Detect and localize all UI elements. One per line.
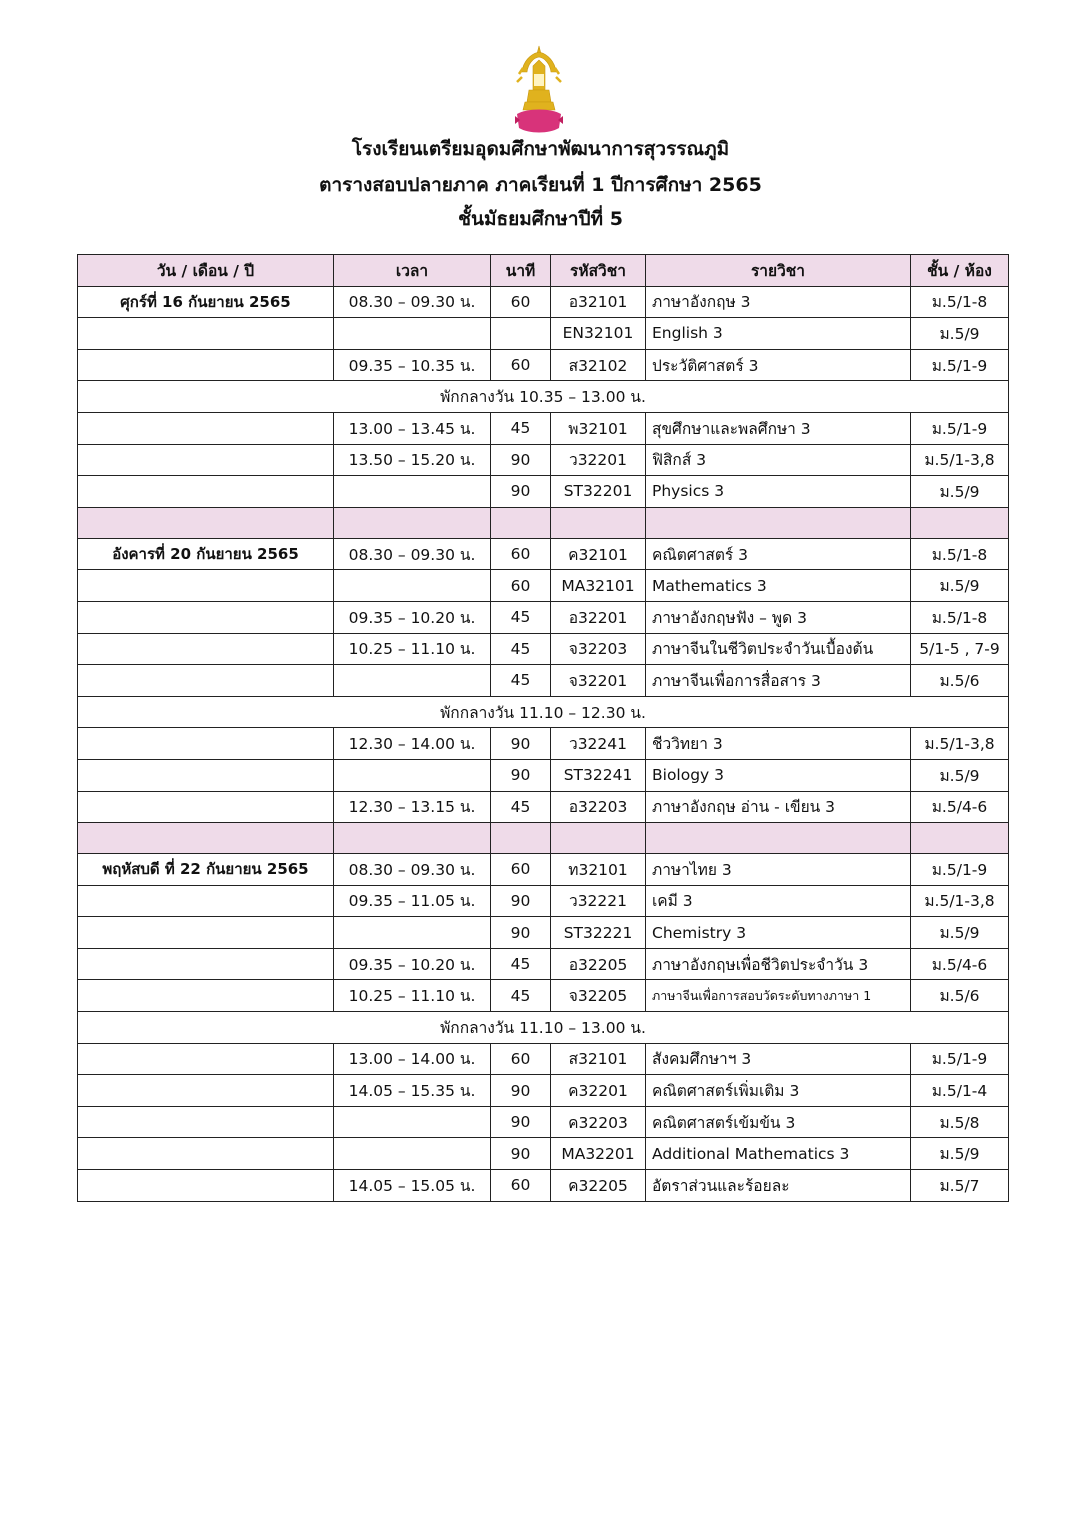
time-cell: 14.05 – 15.35 น. <box>334 1075 491 1107</box>
date-cell: พฤหัสบดี ที่ 22 กันยายน 2565 <box>78 854 334 886</box>
room-cell: ม.5/9 <box>911 1138 1009 1170</box>
date-cell <box>78 1043 334 1075</box>
subject-code-cell: ว32221 <box>551 885 646 917</box>
separator-cell <box>334 823 491 854</box>
table-row <box>78 633 1009 665</box>
column-header-date: วัน / เดือน / ปี <box>78 255 334 287</box>
subject-code-cell: ว32241 <box>551 728 646 760</box>
table-row <box>78 1170 1009 1202</box>
subject-name-cell: ภาษาจีนเพื่อการสอบวัดระดับทางภาษา 1 <box>646 980 911 1012</box>
separator-cell <box>78 507 334 538</box>
day-separator-row <box>78 507 1009 538</box>
subject-name-cell: ภาษาอังกฤษ 3 <box>646 286 911 318</box>
subject-name-cell: อัตราส่วนและร้อยละ <box>646 1170 911 1202</box>
school-name: โรงเรียนเตรียมอุดมศึกษาพัฒนาการสุวรรณภูมิ <box>351 138 730 160</box>
subject-name-cell: Chemistry 3 <box>646 917 911 949</box>
minutes-cell: 45 <box>491 633 551 665</box>
time-cell: 09.35 – 11.05 น. <box>334 885 491 917</box>
separator-cell <box>911 823 1009 854</box>
room-cell: ม.5/8 <box>911 1106 1009 1138</box>
separator-cell <box>646 507 911 538</box>
grade-title: ชั้นมัธยมศึกษาปีที่ 5 <box>458 208 623 230</box>
time-cell: 08.30 – 09.30 น. <box>334 854 491 886</box>
subject-code-cell: ST32241 <box>551 759 646 791</box>
date-cell <box>78 980 334 1012</box>
subject-code-cell: พ32101 <box>551 412 646 444</box>
subject-code-cell: อ32203 <box>551 791 646 823</box>
subject-code-cell: จ32201 <box>551 665 646 697</box>
subject-name-cell: ฟิสิกส์ 3 <box>646 444 911 476</box>
lunch-break-text: พักกลางวัน 11.10 – 13.00 น. <box>78 1012 1009 1044</box>
subject-code-cell: ท32101 <box>551 854 646 886</box>
room-cell: ม.5/1-9 <box>911 412 1009 444</box>
subject-code-cell: อ32205 <box>551 948 646 980</box>
subject-name-cell: ภาษาอังกฤษ อ่าน - เขียน 3 <box>646 791 911 823</box>
room-cell: ม.5/4-6 <box>911 948 1009 980</box>
separator-cell <box>334 507 491 538</box>
time-cell <box>334 1106 491 1138</box>
room-cell: ม.5/1-8 <box>911 538 1009 570</box>
table-row <box>78 948 1009 980</box>
subject-code-cell: อ32101 <box>551 286 646 318</box>
lunch-break-text: พักกลางวัน 10.35 – 13.00 น. <box>78 381 1009 413</box>
date-cell <box>78 665 334 697</box>
room-cell: ม.5/1-3,8 <box>911 885 1009 917</box>
minutes-cell: 90 <box>491 917 551 949</box>
subject-code-cell: ว32201 <box>551 444 646 476</box>
table-row <box>78 538 1009 570</box>
date-cell: ศุกร์ที่ 16 กันยายน 2565 <box>78 286 334 318</box>
room-cell: ม.5/9 <box>911 476 1009 508</box>
date-cell <box>78 444 334 476</box>
exam-title: ตารางสอบปลายภาค ภาคเรียนที่ 1 ปีการศึกษา 2565 <box>319 174 762 196</box>
date-cell <box>78 885 334 917</box>
date-cell <box>78 759 334 791</box>
table-header-row <box>78 255 1009 287</box>
subject-code-cell: ค32201 <box>551 1075 646 1107</box>
table-row <box>78 570 1009 602</box>
subject-name-cell: ภาษาอังกฤษฟัง – พูด 3 <box>646 601 911 633</box>
table-row <box>78 1106 1009 1138</box>
date-cell <box>78 1106 334 1138</box>
table-row <box>78 854 1009 886</box>
subject-name-cell: เคมี 3 <box>646 885 911 917</box>
subject-name-cell: ชีววิทยา 3 <box>646 728 911 760</box>
subject-name-cell: คณิตศาสตร์เพิ่มเติม 3 <box>646 1075 911 1107</box>
table-row <box>78 1043 1009 1075</box>
date-cell <box>78 633 334 665</box>
lunch-break-row <box>78 381 1009 413</box>
table-body <box>78 286 1009 1201</box>
time-cell: 08.30 – 09.30 น. <box>334 538 491 570</box>
room-cell: ม.5/6 <box>911 665 1009 697</box>
table-row <box>78 1138 1009 1170</box>
subject-code-cell: จ32203 <box>551 633 646 665</box>
subject-name-cell: ประวัติศาสตร์ 3 <box>646 349 911 381</box>
subject-code-cell: MA32101 <box>551 570 646 602</box>
minutes-cell: 60 <box>491 349 551 381</box>
room-cell: ม.5/4-6 <box>911 791 1009 823</box>
column-header-code: รหัสวิชา <box>551 255 646 287</box>
date-cell <box>78 349 334 381</box>
minutes-cell: 90 <box>491 1075 551 1107</box>
date-cell <box>78 476 334 508</box>
school-emblem-icon <box>513 44 565 136</box>
subject-name-cell: สังคมศึกษาฯ 3 <box>646 1043 911 1075</box>
subject-code-cell: จ32205 <box>551 980 646 1012</box>
minutes-cell: 90 <box>491 476 551 508</box>
subject-code-cell: ค32101 <box>551 538 646 570</box>
date-cell <box>78 948 334 980</box>
date-cell <box>78 318 334 350</box>
subject-name-cell: ภาษาจีนในชีวิตประจำวันเบื้องต้น <box>646 633 911 665</box>
date-cell <box>78 1170 334 1202</box>
day-separator-row <box>78 823 1009 854</box>
date-cell <box>78 601 334 633</box>
room-cell: ม.5/7 <box>911 1170 1009 1202</box>
minutes-cell: 60 <box>491 854 551 886</box>
minutes-cell: 60 <box>491 286 551 318</box>
room-cell: ม.5/9 <box>911 570 1009 602</box>
table-row <box>78 885 1009 917</box>
minutes-cell: 60 <box>491 1170 551 1202</box>
subject-code-cell: MA32201 <box>551 1138 646 1170</box>
separator-cell <box>911 507 1009 538</box>
minutes-cell: 90 <box>491 444 551 476</box>
minutes-cell: 90 <box>491 728 551 760</box>
lunch-break-row <box>78 696 1009 728</box>
room-cell: ม.5/1-8 <box>911 601 1009 633</box>
subject-name-cell: Additional Mathematics 3 <box>646 1138 911 1170</box>
table-row <box>78 286 1009 318</box>
room-cell: ม.5/6 <box>911 980 1009 1012</box>
time-cell: 13.00 – 13.45 น. <box>334 412 491 444</box>
date-cell: อังคารที่ 20 กันยายน 2565 <box>78 538 334 570</box>
room-cell: ม.5/1-9 <box>911 1043 1009 1075</box>
time-cell: 08.30 – 09.30 น. <box>334 286 491 318</box>
time-cell: 12.30 – 14.00 น. <box>334 728 491 760</box>
date-cell <box>78 917 334 949</box>
time-cell <box>334 318 491 350</box>
subject-code-cell: ST32201 <box>551 476 646 508</box>
room-cell: ม.5/1-9 <box>911 349 1009 381</box>
subject-code-cell: EN32101 <box>551 318 646 350</box>
table-row <box>78 665 1009 697</box>
separator-cell <box>491 507 551 538</box>
minutes-cell: 45 <box>491 601 551 633</box>
minutes-cell: 90 <box>491 885 551 917</box>
separator-cell <box>491 823 551 854</box>
table-row <box>78 476 1009 508</box>
table-row <box>78 917 1009 949</box>
room-cell: ม.5/1-3,8 <box>911 444 1009 476</box>
separator-cell <box>551 823 646 854</box>
column-header-minutes: นาที <box>491 255 551 287</box>
subject-code-cell: อ32201 <box>551 601 646 633</box>
subject-code-cell: ส32102 <box>551 349 646 381</box>
room-cell: ม.5/1-4 <box>911 1075 1009 1107</box>
table-row <box>78 318 1009 350</box>
date-cell <box>78 791 334 823</box>
time-cell <box>334 759 491 791</box>
lunch-break-text: พักกลางวัน 11.10 – 12.30 น. <box>78 696 1009 728</box>
minutes-cell: 45 <box>491 412 551 444</box>
subject-name-cell: ภาษาจีนเพื่อการสื่อสาร 3 <box>646 665 911 697</box>
time-cell: 09.35 – 10.20 น. <box>334 948 491 980</box>
subject-name-cell: คณิตศาสตร์ 3 <box>646 538 911 570</box>
room-cell: ม.5/1-8 <box>911 286 1009 318</box>
minutes-cell: 90 <box>491 1138 551 1170</box>
subject-code-cell: ST32221 <box>551 917 646 949</box>
room-cell: 5/1-5 , 7-9 <box>911 633 1009 665</box>
subject-name-cell: ภาษาอังกฤษเพื่อชีวิตประจำวัน 3 <box>646 948 911 980</box>
minutes-cell <box>491 318 551 350</box>
subject-name-cell: คณิตศาสตร์เข้มข้น 3 <box>646 1106 911 1138</box>
subject-name-cell: English 3 <box>646 318 911 350</box>
subject-name-cell: ภาษาไทย 3 <box>646 854 911 886</box>
room-cell: ม.5/9 <box>911 318 1009 350</box>
table-row <box>78 728 1009 760</box>
separator-cell <box>78 823 334 854</box>
minutes-cell: 45 <box>491 665 551 697</box>
time-cell: 14.05 – 15.05 น. <box>334 1170 491 1202</box>
separator-cell <box>646 823 911 854</box>
table-row <box>78 759 1009 791</box>
date-cell <box>78 1075 334 1107</box>
room-cell: ม.5/9 <box>911 759 1009 791</box>
table-row <box>78 444 1009 476</box>
date-cell <box>78 728 334 760</box>
lunch-break-row <box>78 1012 1009 1044</box>
time-cell: 13.50 – 15.20 น. <box>334 444 491 476</box>
time-cell <box>334 570 491 602</box>
table-row <box>78 1075 1009 1107</box>
minutes-cell: 90 <box>491 759 551 791</box>
date-cell <box>78 412 334 444</box>
table-row <box>78 412 1009 444</box>
column-header-room: ชั้น / ห้อง <box>911 255 1009 287</box>
separator-cell <box>551 507 646 538</box>
subject-code-cell: ค32203 <box>551 1106 646 1138</box>
table-row <box>78 349 1009 381</box>
time-cell <box>334 665 491 697</box>
minutes-cell: 45 <box>491 980 551 1012</box>
minutes-cell: 90 <box>491 1106 551 1138</box>
time-cell: 13.00 – 14.00 น. <box>334 1043 491 1075</box>
minutes-cell: 60 <box>491 570 551 602</box>
subject-name-cell: สุขศึกษาและพลศึกษา 3 <box>646 412 911 444</box>
table-row <box>78 980 1009 1012</box>
minutes-cell: 45 <box>491 791 551 823</box>
room-cell: ม.5/1-9 <box>911 854 1009 886</box>
minutes-cell: 60 <box>491 538 551 570</box>
room-cell: ม.5/9 <box>911 917 1009 949</box>
subject-name-cell: Biology 3 <box>646 759 911 791</box>
table-row <box>78 601 1009 633</box>
date-cell <box>78 570 334 602</box>
time-cell <box>334 476 491 508</box>
minutes-cell: 60 <box>491 1043 551 1075</box>
column-header-time: เวลา <box>334 255 491 287</box>
time-cell <box>334 1138 491 1170</box>
subject-name-cell: Physics 3 <box>646 476 911 508</box>
subject-name-cell: Mathematics 3 <box>646 570 911 602</box>
time-cell: 09.35 – 10.35 น. <box>334 349 491 381</box>
time-cell <box>334 917 491 949</box>
time-cell: 10.25 – 11.10 น. <box>334 633 491 665</box>
time-cell: 09.35 – 10.20 น. <box>334 601 491 633</box>
exam-schedule-table <box>77 254 1009 1202</box>
subject-code-cell: ค32205 <box>551 1170 646 1202</box>
minutes-cell: 45 <box>491 948 551 980</box>
column-header-subject: รายวิชา <box>646 255 911 287</box>
table-row <box>78 791 1009 823</box>
time-cell: 12.30 – 13.15 น. <box>334 791 491 823</box>
time-cell: 10.25 – 11.10 น. <box>334 980 491 1012</box>
date-cell <box>78 1138 334 1170</box>
subject-code-cell: ส32101 <box>551 1043 646 1075</box>
room-cell: ม.5/1-3,8 <box>911 728 1009 760</box>
